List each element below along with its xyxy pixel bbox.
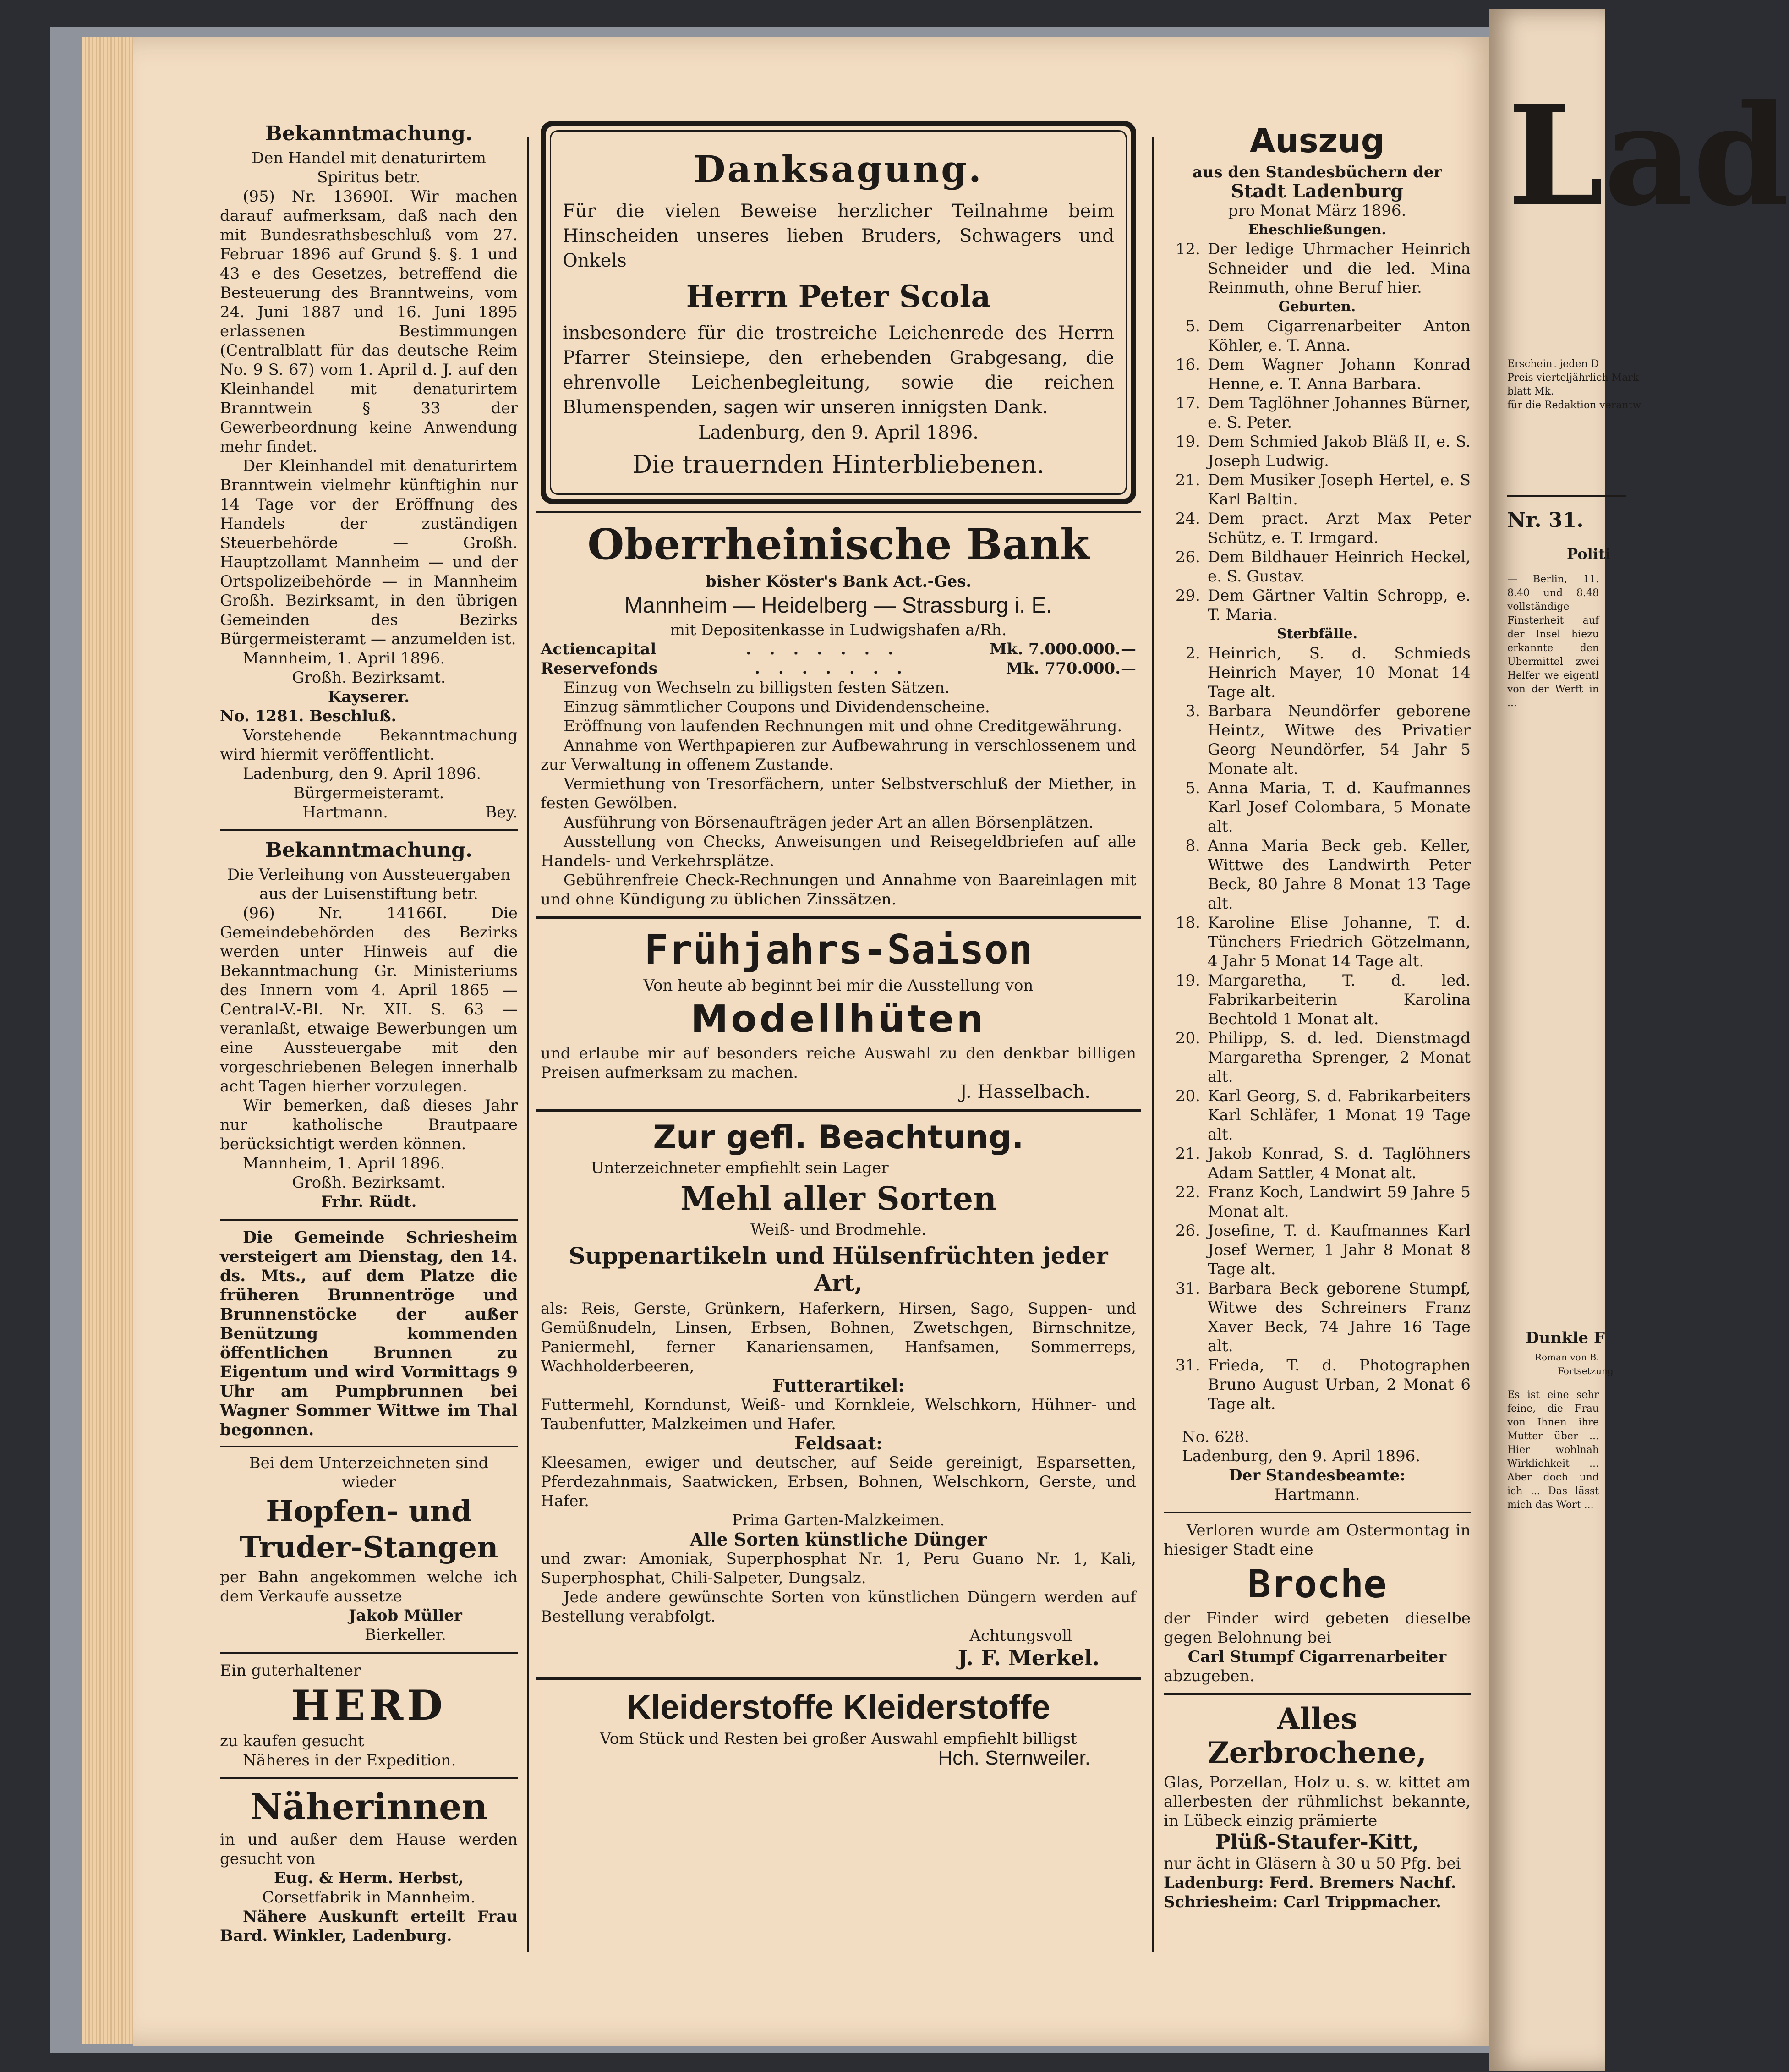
notice-luisenstiftung — [220, 839, 518, 1211]
column-rule-right — [1152, 137, 1154, 1952]
ad-text2: insbesondere für die trostreiche Leichenrede des Herrn Pfarrer Steinsiepe, den erhebenden Grabgesang, die ehrenvolle Leichenbegleitung, sowie die reichen Blumenspenden, sagen wir unseren innigsten Dank. — [563, 323, 1114, 418]
notice-decision: Vorstehende Bekanntmachung wird hiermit veröffentlicht. — [220, 726, 518, 764]
entry-text: Heinrich, S. d. Schmieds Heinrich Mayer, 10 Monat 14 Tage alt. — [1208, 644, 1471, 701]
divider — [1164, 1693, 1471, 1695]
entry-day: 26. — [1175, 1221, 1200, 1240]
ad-dealer2: Schriesheim: Carl Trippmacher. — [1164, 1893, 1441, 1912]
list-item — [1164, 240, 1471, 297]
divider — [220, 1652, 518, 1654]
notice-date: Mannheim, 1. April 1896. — [243, 649, 445, 668]
ad-line: Vom Stück und Resten bei großer Auswahl empfiehlt billigst — [600, 1730, 1077, 1748]
service-item: Einzug von Wechseln zu billigsten festen Sätzen. — [564, 679, 950, 697]
entry-day: 18. — [1175, 913, 1200, 932]
notice-office: Großh. Bezirksamt. — [292, 668, 446, 687]
registry-number: No. 628. — [1182, 1427, 1249, 1446]
page-stack-edge — [82, 37, 137, 2044]
ad-title: Alles Zerbrochene, — [1207, 1702, 1427, 1770]
entry-day: 5. — [1185, 778, 1200, 797]
ad-tail: abzugeben. — [1164, 1667, 1255, 1686]
ad-line1: Von heute ab beginnt bei mir die Ausstellung von — [643, 976, 1034, 995]
divider — [536, 511, 1141, 513]
registry-sub2: Stadt Ladenburg — [1231, 180, 1404, 202]
notice-signer: Frhr. Rüdt. — [321, 1192, 417, 1211]
ad-title: Näherinnen — [250, 1786, 488, 1828]
notice-subject: Den Handel mit denaturirtem Spiritus betr. — [251, 148, 487, 186]
list-item — [1164, 355, 1471, 394]
leader-dots: . . . . . . . — [746, 640, 900, 659]
section-heading: Geburten. — [1278, 298, 1356, 315]
ad-line2: und erlaube mir auf besonders reiche Auswahl zu den denkbar billigen Preisen aufmerksam zu machen. — [541, 1044, 1136, 1082]
registry-title: Auszug — [1249, 121, 1385, 160]
section-heading: Eheschließungen. — [1248, 221, 1386, 238]
ad-depot: mit Depositenkasse in Ludwigshafen a/Rh. — [670, 621, 1007, 640]
capital-value: Mk. 7.000.000.— — [990, 640, 1136, 659]
ad-title2: Truder-Stangen — [239, 1530, 498, 1565]
ad-list5: Jede andere gewünschte Sorten von künstlichen Düngern werden auf Bestellung verabfolgt. — [541, 1588, 1136, 1626]
ad-body2: nur ächt in Gläsern à 30 u 50 Pfg. bei — [1164, 1854, 1461, 1873]
entry-day: 21. — [1175, 1144, 1200, 1163]
list-item — [1164, 1221, 1471, 1279]
notice-office: Großh. Bezirksamt. — [292, 1173, 446, 1192]
ad-headline: Mehl aller Sorten — [680, 1179, 997, 1218]
entry-day: 31. — [1175, 1279, 1200, 1298]
list-item — [1164, 1086, 1471, 1144]
next-page-header-lines — [1507, 357, 1691, 412]
entry-text: Karoline Elise Johanne, T. d. Tünchers Friedrich Götzelmann, 4 Jahr 5 Monat 14 Tage alt. — [1208, 913, 1471, 970]
ad-line1: Unterzeichneter empfiehlt sein Lager — [591, 1159, 889, 1178]
list-item — [1164, 548, 1471, 586]
next-page-issue: Nr. 31. — [1507, 509, 1584, 532]
notice-signer: Kayserer. — [328, 687, 410, 706]
entry-text: Karl Georg, S. d. Fabrikarbeiters Karl Schläfer, 1 Monat 19 Tage alt. — [1208, 1086, 1471, 1144]
list-item — [1164, 1356, 1471, 1414]
header-line: blatt Mk. — [1507, 386, 1554, 397]
entry-day: 19. — [1175, 432, 1200, 451]
leader-dots: . . . . . . . — [755, 659, 909, 678]
entry-text: Margaretha, T. d. led. Fabrikarbeiterin Karolina Bechtold 1 Monat alt. — [1208, 971, 1471, 1028]
list-item — [1164, 1144, 1471, 1183]
ad-place: Bierkeller. — [364, 1626, 447, 1644]
next-page-story-sub: Roman von B. — [1535, 1352, 1599, 1363]
service-item: Ausstellung von Checks, Anweisungen und Reisegeldbriefen auf alle Handels- und Verkehrsplätze. — [541, 833, 1136, 871]
entry-text: Barbara Neundörfer geborene Heintz, Witwe des Privatier Georg Neundörfer, 54 Jahr 5 Monate alt. — [1208, 702, 1471, 778]
reserve-value: Mk. 770.000.— — [1006, 659, 1136, 678]
registry-extract — [1164, 122, 1471, 1504]
ad-body2: Nähere Auskunft erteilt Frau Bard. Winkler, Ladenburg. — [220, 1908, 518, 1946]
list-item — [1164, 836, 1471, 913]
notice-body2: Wir bemerken, daß dieses Jahr nur katholische Brautpaare berücksichtigt werden können. — [220, 1096, 518, 1153]
ad-line1: zu kaufen gesucht — [220, 1732, 364, 1750]
left-column — [220, 119, 518, 1946]
header-line: Erscheint jeden D — [1507, 358, 1599, 370]
entry-text: Barbara Beck geborene Stumpf, Witwe des Schreiners Franz Xaver Beck, 74 Jahre 16 Tage alt. — [1208, 1279, 1471, 1355]
ad-text1: Für die vielen Beweise herzlicher Teilnahme beim Hinscheiden unseres lieben Bruders, Schwagers und Onkels — [563, 201, 1114, 272]
ad-bank — [536, 521, 1141, 909]
entry-text: Franz Koch, Landwirt 59 Jahre 5 Monat alt. — [1208, 1183, 1471, 1221]
entry-day: 17. — [1175, 394, 1200, 412]
notice-body2: Der Kleinhandel mit denaturirtem Branntwein vielmehr künftighin nur 14 Tage vor der Eröffnung des Handels der zuständigen Steuerbehörde — Großh. Hauptzollamt Mannheim — und der Ortspolizeibehörde — in Mannheim Großh. Bezirksamt, in den übrigen Gemeinden des Bezirks Bürgermeisteramt — anzumelden ist. — [220, 456, 518, 648]
list-item — [1164, 1029, 1471, 1086]
entry-day: 21. — [1175, 471, 1200, 489]
ad-greeting: Achtungsvoll — [969, 1626, 1072, 1645]
list-item — [1164, 778, 1471, 836]
section-heading: Sterbfälle. — [1276, 625, 1358, 642]
ad-list1: als: Reis, Gerste, Grünkern, Haferkern, Hirsen, Sago, Suppen- und Gemüßnudeln, Linsen, Erbsen, Bohnen, Zwetschgen, Birnschnitze, Paniermehl, ferner Kanariensamen, Hanfsamen, Sommerreps, Wachholderbeeren, — [541, 1299, 1136, 1376]
ad-sub1: Futterartikel: — [772, 1375, 905, 1396]
entry-day: 2. — [1185, 644, 1200, 663]
header-line: Preis vierteljährlich Mark — [1507, 372, 1639, 384]
entry-day: 24. — [1175, 509, 1200, 528]
ad-hopfen — [220, 1453, 518, 1644]
ad-sub3: Alle Sorten künstliche Dünger — [690, 1529, 987, 1550]
ad-dealer1: Ladenburg: Ferd. Bremers Nachf. — [1164, 1874, 1456, 1892]
column-rule-left — [527, 137, 529, 1952]
list-item — [1164, 394, 1471, 432]
entry-day: 19. — [1175, 971, 1200, 990]
ad-sub2: Feldsaat: — [794, 1432, 883, 1453]
ad-line2: Näheres in der Expedition. — [243, 1751, 456, 1770]
ad-body: in und außer dem Hause werden gesucht von — [220, 1831, 518, 1869]
entry-text: Anna Maria, T. d. Kaufmannes Karl Josef Colombara, 5 Monate alt. — [1208, 778, 1471, 836]
list-item — [1164, 586, 1471, 625]
ad-kleider — [536, 1688, 1141, 1768]
list-item — [1164, 644, 1471, 702]
reserve-label: Reservefonds — [541, 659, 657, 678]
divider — [1164, 1512, 1471, 1513]
notice-date2: Ladenburg, den 9. April 1896. — [243, 764, 481, 783]
divider — [536, 1109, 1141, 1112]
ad-title: Frühjahrs-Saison — [644, 926, 1033, 974]
entry-text: Philipp, S. d. led. Dienstmagd Margaretha Sprenger, 2 Monat alt. — [1208, 1029, 1471, 1086]
registry-office: Der Standesbeamte: — [1229, 1466, 1406, 1485]
divider — [220, 1777, 518, 1779]
ad-headline2: Suppenartikeln und Hülsenfrüchten jeder Art, — [569, 1242, 1108, 1296]
entry-text: Dem pract. Arzt Max Peter Schütz, e. T. Irmgard. — [1208, 509, 1471, 547]
entry-text: Jakob Konrad, S. d. Taglöhners Adam Sattler, 4 Monat alt. — [1208, 1144, 1471, 1182]
ad-merkel — [536, 1119, 1141, 1670]
entry-day: 31. — [1175, 1356, 1200, 1375]
list-item — [1164, 702, 1471, 778]
ad-cities: Mannheim — Heidelberg — Strassburg i. E. — [624, 593, 1052, 618]
ad-title: Zur gefl. Beachtung. — [653, 1118, 1024, 1156]
divider — [536, 916, 1141, 919]
ad-title: Kleiderstoffe Kleiderstoffe — [626, 1688, 1050, 1726]
service-item: Vermiethung von Tresorfächern, unter Selbstverschluß der Miether, in festen Gewölben. — [541, 775, 1136, 813]
list-item — [1164, 317, 1471, 355]
service-item: Annahme von Werthpapieren zur Aufbewahrung in verschlossenem und zur Verwaltung in offenem Zustande. — [541, 736, 1136, 774]
list-item — [1164, 432, 1471, 471]
entry-day: 3. — [1185, 702, 1200, 720]
notice-signer2b: Bey. — [485, 803, 518, 822]
ad-list4: und zwar: Amoniak, Superphosphat Nr. 1, Peru Guano Nr. 1, Kali, Superphosphat, Chili-Salpeter, Dungsalz. — [541, 1549, 1136, 1587]
ad-list2: Futtermehl, Korndunst, Weiß- und Kornkleie, Welschkorn, Hühner- und Taubenfutter, Malzkeimen und Hafer. — [541, 1395, 1136, 1433]
next-page-story-text: Es ist eine sehr feine, die Frau von Ihnen ihre Mutter über ... Hier wohlnah Wirklichkeit ... Aber doch und ich ... Das lässt mich das Wort ... — [1507, 1389, 1599, 1511]
entry-text: Frieda, T. d. Photographen Bruno August Urban, 2 Monat 6 Tage alt. — [1208, 1356, 1471, 1413]
list-item — [1164, 1183, 1471, 1221]
registry-date: Ladenburg, den 9. April 1896. — [1182, 1447, 1421, 1465]
entry-day: 29. — [1175, 586, 1200, 605]
header-line: für die Redaktion verantw — [1507, 400, 1641, 411]
next-page-news: — Berlin, 11. 8.40 und 8.48 vollständige Finsterheit auf der Insel hiezu erkannte den Ubermittel zwei Helfer we eigentl von der Werft in ... — [1507, 574, 1599, 709]
ad-title: Oberrheinische Bank — [587, 520, 1089, 569]
reserve-row — [541, 659, 1136, 678]
entry-text: Dem Musiker Joseph Hertel, e. S Karl Baltin. — [1208, 471, 1471, 509]
ad-body: der Finder wird gebeten dieselbe gegen Belohnung bei — [1164, 1609, 1471, 1647]
service-item: Ausführung von Börsenaufträgen jeder Art an allen Börsenplätzen. — [564, 813, 1094, 832]
ad-subtitle: bisher Köster's Bank Act.-Ges. — [705, 572, 972, 591]
divider — [220, 1446, 518, 1447]
entry-day: 20. — [1175, 1029, 1200, 1047]
ad-list3: Kleesamen, ewiger und deutscher, auf Seide gereinigt, Esparsetten, Pferdezahnmais, Saatwicken, Erbsen, Bohnen, Welschkorn, Gerste, und Hafer. — [541, 1453, 1136, 1510]
notice-subject: Die Verleihung von Aussteuergaben aus der Luisenstiftung betr. — [227, 865, 511, 903]
notice-body: (96) Nr. 14166I. Die Gemeindebehörden des Bezirks werden unter Hinweis auf die Bekanntmachung Gr. Ministeriums des Innern vom 4. April 1865 — Central-V.-Bl. Nr. XII. S. 63 — veranlaßt, etwaige Bewerbungen um eine Aussteuergabe mit den vorgeschriebenen Belegen innerhalb acht Tagen hierher vorzulegen. — [220, 904, 518, 1096]
divider — [220, 1219, 518, 1221]
entry-text: Dem Taglöhner Johannes Bürner, e. S. Peter. — [1208, 394, 1471, 432]
right-column — [1164, 119, 1471, 1912]
service-item: Gebührenfreie Check-Rechnungen und Annahme von Baareinlagen mit und ohne Kündigung zu üblichen Zinssätzen. — [541, 871, 1136, 909]
ad-body: Glas, Porzellan, Holz u. s. w. kittet am allerbesten der rühmlichst bekannte, in Lübeck einzig prämierte — [1164, 1773, 1471, 1830]
entry-text: Anna Maria Beck geb. Keller, Wittwe des Landwirth Peter Beck, 80 Jahre 8 Monat 13 Tage alt. — [1208, 836, 1471, 913]
ad-signer: J. F. Merkel. — [957, 1645, 1100, 1670]
list-item — [1164, 913, 1471, 971]
ad-date: Ladenburg, den 9. April 1896. — [698, 422, 979, 444]
entry-text: Der ledige Uhrmacher Heinrich Schneider und die led. Mina Reinmuth, ohne Beruf hier. — [1208, 240, 1471, 297]
ad-saison — [536, 926, 1141, 1101]
list-item — [1164, 509, 1471, 548]
divider — [220, 829, 518, 831]
entry-text: Dem Cigarrenarbeiter Anton Köhler, e. T. Anna. — [1208, 317, 1471, 355]
ad-signer: J. Hasselbach. — [960, 1081, 1090, 1102]
auction-schriesheim: Die Gemeinde Schriesheim versteigert am Dienstag, den 14. ds. Mts., auf dem Platze die früheren Brunnentröge und Brunnenstöcke der außer Benützung kommenden öffentlichen Brunnen zu Eigentum und wird Vormittags 9 Uhr am Pumpbrunnen bei Wagner Sommer Wittwe im Thal begonnen. — [220, 1228, 518, 1439]
ad-list3b: Prima Garten-Malzkeimen. — [732, 1511, 945, 1529]
notice-title: Bekanntmachung. — [265, 838, 473, 862]
next-page-masthead: Lad — [1507, 75, 1789, 236]
ad-intro: Ein guterhaltener — [220, 1661, 361, 1680]
next-page-story-sub2: Fortsetzung — [1558, 1365, 1614, 1376]
notice-office2: Bürgermeisteramt. — [293, 784, 444, 802]
ad-line2: Weiß- und Brodmehle. — [750, 1220, 927, 1239]
ad-intro: Verloren wurde am Ostermontag in hiesiger Stadt eine — [1164, 1521, 1471, 1559]
registry-sub3: pro Monat März 1896. — [1228, 201, 1406, 220]
ad-naeherinnen — [220, 1787, 518, 1946]
ad-name: Herrn Peter Scola — [686, 279, 991, 315]
ad-title: HERD — [291, 1681, 447, 1730]
divider — [536, 1677, 1141, 1680]
ad-body: per Bahn angekommen welche ich dem Verkaufe aussetze — [220, 1568, 518, 1606]
service-item: Eröffnung von laufenden Rechnungen mit und ohne Creditgewährung. — [564, 717, 1122, 736]
ad-firm2: Corsetfabrik in Mannheim. — [262, 1888, 476, 1907]
entry-text: Josefine, T. d. Kaufmannes Karl Josef Werner, 1 Jahr 8 Monat 8 Tage alt. — [1208, 1221, 1471, 1278]
ad-title: Danksagung. — [694, 148, 983, 191]
list-item — [1164, 471, 1471, 509]
registry-sub1: aus den Standesbüchern der — [1192, 163, 1442, 181]
ad-danksagung — [541, 121, 1136, 504]
next-page-story-title: Dunkle F — [1526, 1329, 1605, 1347]
ad-title: Broche — [1247, 1561, 1387, 1606]
ad-headline: Modellhüten — [690, 997, 986, 1041]
notice-number: No. 1281. Beschluß. — [220, 707, 397, 725]
ad-title1: Hopfen- und — [266, 1494, 472, 1529]
entry-text: Dem Gärtner Valtin Schropp, e. T. Maria. — [1208, 586, 1471, 624]
capital-row — [541, 640, 1136, 659]
entry-day: 20. — [1175, 1086, 1200, 1105]
list-item — [1164, 1279, 1471, 1356]
ad-name: Jakob Müller — [349, 1606, 462, 1625]
ad-name: Carl Stumpf Cigarrenarbeiter — [1187, 1648, 1447, 1666]
entry-text: Dem Wagner Johann Konrad Henne, e. T. Anna Barbara. — [1208, 355, 1471, 393]
entry-day: 8. — [1185, 836, 1200, 855]
entry-day: 16. — [1175, 355, 1200, 374]
ad-firm: Eug. & Herm. Herbst, — [274, 1869, 464, 1888]
notice-body: (95) Nr. 13690I. Wir machen darauf aufmerksam, daß nach den mit Bundesrathsbeschluß vom 27. Februar 1896 auf Grund §. §. 1 und 43 e des Gesetzes, betreffend die Besteuerung des Branntweins, vom 24. Juni 1887 und 16. Juni 1895 erlassenen Bestimmungen (Centralblatt für das deutsche Reim No. 9 S. 67) vom 1. April d. J. auf den Kleinhandel mit denaturirtem Branntwein § 33 der Gewerbeordnung keine Anwendung mehr findet. — [220, 187, 518, 456]
ad-intro: Bei dem Unterzeichneten sind wieder — [249, 1453, 489, 1491]
next-page-column-head: Politi — [1567, 545, 1611, 563]
ad-signer: Hch. Sternweiler. — [938, 1747, 1090, 1769]
notice-spiritus — [220, 122, 518, 822]
ad-broche — [1164, 1521, 1471, 1686]
notice-signers — [220, 803, 518, 822]
entry-day: 12. — [1175, 240, 1200, 258]
ad-signature: Die trauernden Hinterbliebenen. — [632, 450, 1045, 479]
next-page-fragment — [1489, 9, 1789, 2071]
notice-date: Mannheim, 1. April 1896. — [243, 1154, 445, 1173]
next-page-rule — [1507, 495, 1626, 497]
notice-title: Bekanntmachung. — [265, 122, 473, 145]
registry-signer: Hartmann. — [1274, 1485, 1360, 1504]
entry-day: 26. — [1175, 548, 1200, 566]
entry-day: 5. — [1185, 317, 1200, 335]
middle-column — [536, 119, 1141, 1768]
ad-kitt — [1164, 1702, 1471, 1912]
service-item: Einzug sämmtlicher Coupons und Dividendenscheine. — [564, 698, 990, 717]
entry-day: 22. — [1175, 1183, 1200, 1201]
ad-product: Plüß-Staufer-Kitt, — [1215, 1830, 1419, 1854]
notice-signer2: Hartmann. — [302, 803, 388, 822]
entry-text: Dem Bildhauer Heinrich Heckel, e. S. Gustav. — [1208, 548, 1471, 586]
list-item — [1164, 971, 1471, 1029]
capital-label: Actiencapital — [541, 640, 657, 659]
ad-herd — [220, 1661, 518, 1770]
entry-text: Dem Schmied Jakob Bläß II, e. S. Joseph Ludwig. — [1208, 432, 1471, 470]
